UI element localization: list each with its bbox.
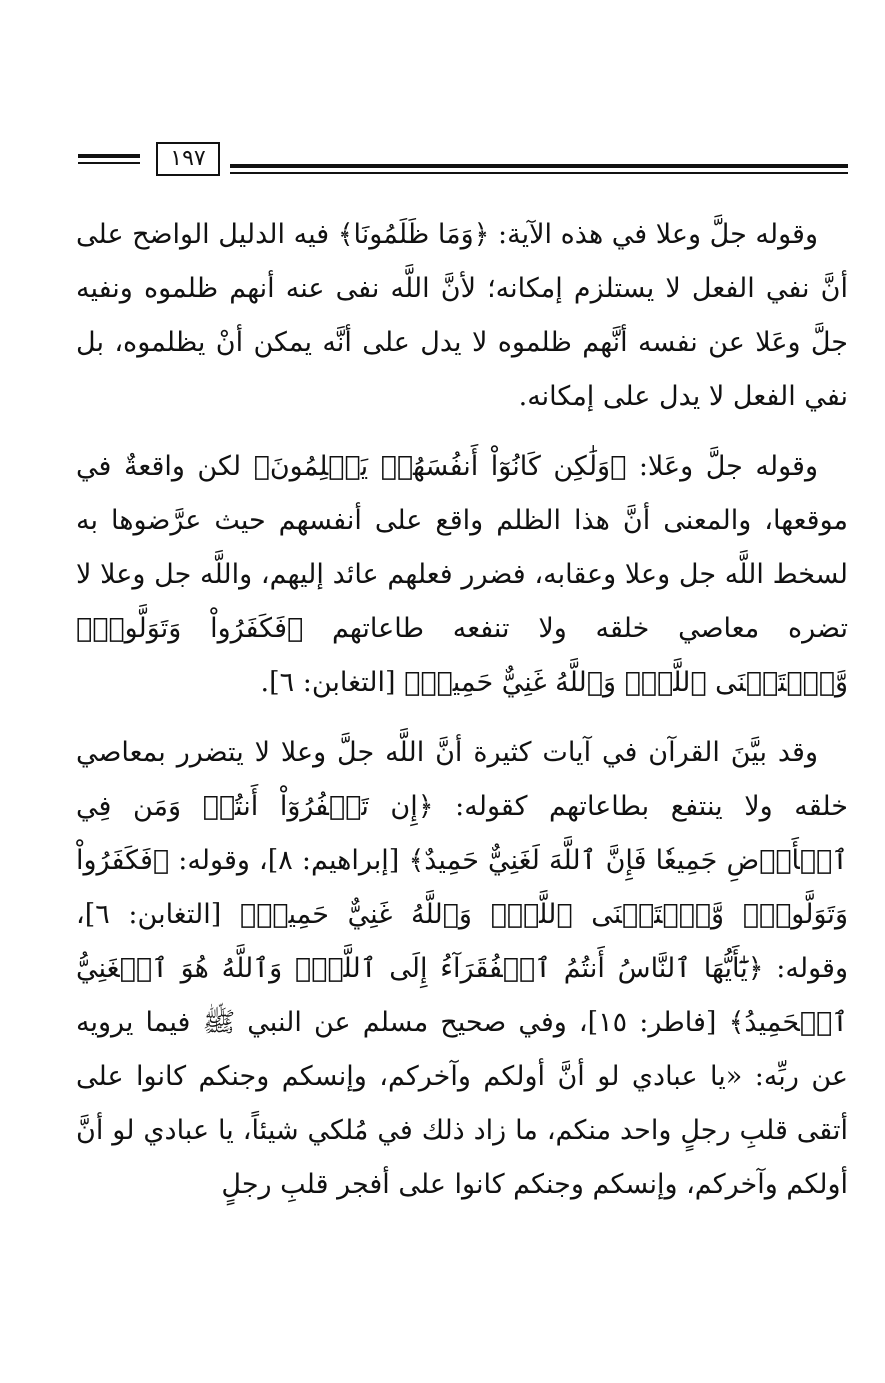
header-rule-left-lower xyxy=(78,162,140,164)
page-body xyxy=(76,208,848,1212)
header-rule-right xyxy=(230,164,848,168)
page-number xyxy=(156,142,220,176)
paragraph-3: وقد بيَّنَ القرآن في آيات كثيرة أنَّ اللَّه جلَّ وعلا لا يتضرر بمعاصي خلقه ولا ينتفع بطاعاتهم كقوله: ﴿إِن تَكۡفُرُوٓاْ أَنتُمۡ وَمَن فِي ٱلۡأَرۡضِ جَمِيعٗا فَإِنَّ ٱللَّهَ لَغَنِيٌّ حَمِيدٌ﴾ [إبراهيم: ٨]، وقوله: ﴿فَكَفَرُواْ وَتَوَلَّواْۚ وَّٱسۡتَغۡنَى ٱللَّهُۚ وَٱللَّهُ غَنِيٌّ حَمِيدٞ﴾ [التغابن: ٦]، وقوله: ﴿يَٰٓأَيُّهَا ٱلنَّاسُ أَنتُمُ ٱلۡفُقَرَآءُ إِلَى ٱللَّهِۖ وَٱللَّهُ هُوَ ٱلۡغَنِيُّ ٱلۡحَمِيدُ﴾ [فاطر: ١٥]، وفي صحيح مسلم عن النبي ﷺ فيما يرويه عن ربِّه: «يا عبادي لو أنَّ أولكم وآخركم، وإنسكم وجنكم كانوا على أتقى قلبِ رجلٍ واحد منكم، ما زاد ذلك في مُلكي شيئاً، يا عبادي لو أنَّ أولكم وآخركم، وإنسكم وجنكم كانوا على أفجر قلبِ رجلٍ xyxy=(76,737,848,1200)
header-rule-right-lower xyxy=(230,172,848,174)
paragraph-2: وقوله جلَّ وعَلا: ﴿وَلَٰكِن كَانُوٓاْ أَنفُسَهُمۡ يَظۡلِمُونَ﴾ لكن واقعةٌ في موقعها، والمعنى أنَّ هذا الظلم واقع على أنفسهم حيث عرَّضوها به لسخط اللَّه جل وعلا وعقابه، فضرر فعلهم عائد إليهم، واللَّه جل وعلا لا تضره معاصي خلقه ولا تنفعه طاعاتهم ﴿فَكَفَرُواْ وَتَوَلَّواْۚ وَّٱسۡتَغۡنَى ٱللَّهُۚ وَٱللَّهُ غَنِيٌّ حَمِيدٞ﴾ [التغابن: ٦]. xyxy=(76,451,848,698)
header-rule-left xyxy=(78,154,140,158)
page-number-text: ١٩٧ xyxy=(170,146,206,171)
page-header xyxy=(78,142,848,180)
paragraph-1: وقوله جلَّ وعلا في هذه الآية: ﴿وَمَا ظَلَمُونَا﴾ فيه الدليل الواضح على أنَّ نفي الفعل لا يستلزم إمكانه؛ لأنَّ اللَّه نفى عنه أنهم ظلموه ونفيه جلَّ وعَلا عن نفسه أنَّهم ظلموه لا يدل على أنَّه يمكن أنْ يظلموه، بل نفي الفعل لا يدل على إمكانه. xyxy=(76,219,848,412)
